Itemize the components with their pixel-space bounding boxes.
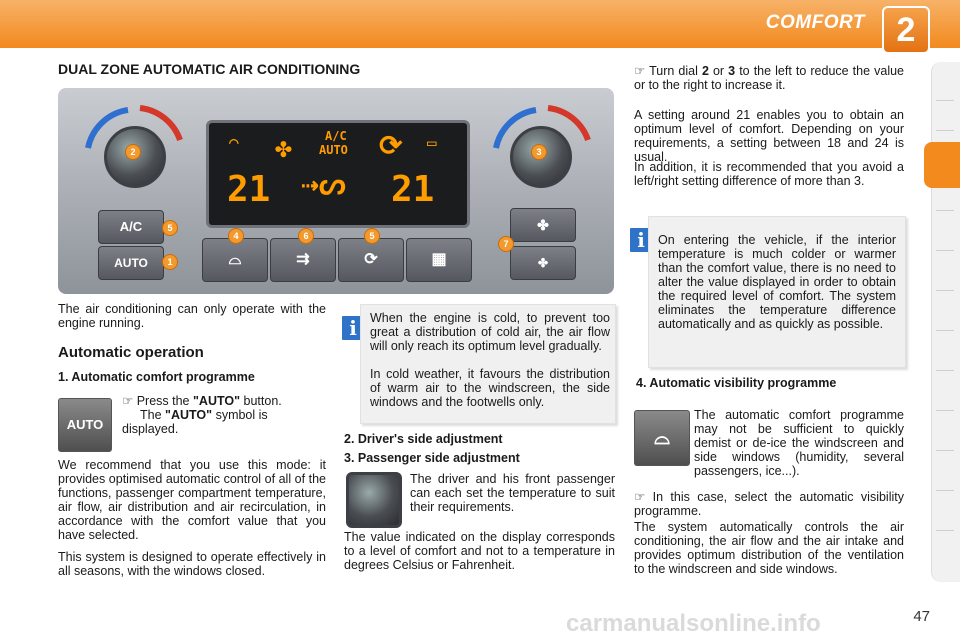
cold-engine-text: When the engine is cold, to prevent too great a distribution of cold air, the air flow will only reach its optimum level gradually.: [370, 311, 610, 353]
tab-divider: [936, 250, 954, 251]
air-distribution-button[interactable]: ⇉: [270, 238, 336, 282]
bullet-icon: ☞: [634, 489, 646, 504]
tab-divider: [936, 410, 954, 411]
tab-divider: [936, 100, 954, 101]
climate-control-panel: [58, 88, 614, 294]
display-temp-left: 21: [227, 169, 271, 210]
tab-divider: [936, 490, 954, 491]
demist-icon: ◠: [229, 133, 239, 152]
distribution-icon: ⇢ᔕ: [301, 167, 346, 202]
setting-text: A setting around 21 enables you to obtain an optimum level of comfort. Depending on your requirements, a setting between 18 and 24 is usual.: [634, 108, 904, 164]
tab-divider: [936, 330, 954, 331]
driver-adjust-heading: 2. Driver's side adjustment: [344, 432, 503, 446]
the-word: The: [140, 408, 162, 422]
lcd-display: [206, 120, 470, 228]
display-ac: A/C: [325, 129, 347, 143]
dial-three: 3: [728, 64, 736, 78]
info-icon: i: [628, 226, 654, 254]
automatic-operation-heading: Automatic operation: [58, 344, 204, 361]
fan-increase-button[interactable]: ✤: [510, 208, 576, 242]
dial-or: or: [712, 64, 725, 78]
driver-passenger-text: The driver and his front passenger can each set the temperature to suit their requirements.: [410, 472, 615, 514]
rear-demist-icon: ▭: [427, 133, 437, 152]
tab-active-comfort[interactable]: [924, 142, 960, 188]
rear-screen-button[interactable]: ▦: [406, 238, 472, 282]
visibility-heading: 4. Automatic visibility programme: [636, 376, 837, 390]
display-auto: AUTO: [319, 143, 348, 157]
marker-4: 4: [228, 228, 244, 244]
display-value-text: The value indicated on the display corresponds to a level of comfort and not to a temperature in degrees Celsius or Fahrenheit.: [344, 530, 615, 572]
fan-decrease-button[interactable]: ✤: [510, 246, 576, 280]
press-text: Press the: [136, 394, 190, 408]
marker-2: 2: [125, 144, 141, 160]
tab-divider: [936, 130, 954, 131]
auto-press-instruction: [122, 394, 326, 436]
info-icon: i: [340, 314, 366, 342]
bullet-icon: ☞: [634, 63, 646, 78]
tab-divider: [936, 450, 954, 451]
page-number: 47: [913, 608, 930, 625]
marker-5-ac: 5: [162, 220, 178, 236]
auto-comfort-heading: 1. Automatic comfort programme: [58, 370, 255, 384]
visibility-bullet: [634, 490, 904, 518]
visibility-button[interactable]: ⌓: [202, 238, 268, 282]
symbol-text: symbol is displayed.: [122, 408, 268, 436]
tab-divider: [936, 370, 954, 371]
turn-dial-suffix: to the left to reduce the value or to the right to increase it.: [634, 64, 905, 92]
turn-dial-prefix: Turn dial: [649, 64, 698, 78]
bullet-icon: ☞: [122, 393, 134, 408]
ac-button[interactable]: A/C: [98, 210, 164, 244]
tab-divider: [936, 530, 954, 531]
auto-button[interactable]: AUTO: [98, 246, 164, 280]
cold-engine-info-box: [360, 304, 616, 424]
system-controls-text: The system automatically controls the air conditioning, the air flow and the air intake and provides optimum distribution of the ventilation to the windscreen and side windows.: [634, 520, 904, 576]
chapter-badge: 2: [882, 6, 930, 54]
intro-text: The air conditioning can only operate with the engine running.: [58, 302, 326, 330]
chapter-tabs[interactable]: [931, 62, 960, 582]
fan-icon: ✤: [275, 131, 292, 164]
auto-quoted-2: "AUTO": [165, 408, 213, 422]
section-title: COMFORT: [765, 12, 865, 33]
dial-two: 2: [701, 64, 709, 78]
marker-7: 7: [498, 236, 514, 252]
tab-divider: [936, 290, 954, 291]
display-temp-right: 21: [391, 169, 435, 210]
addition-text: In addition, it is recommended that you avoid a left/right setting difference of more than 3.: [634, 160, 904, 188]
tab-divider: [936, 210, 954, 211]
visibility-text: The automatic comfort programme may not be sufficient to quickly demist or de-ice the windscreen and side windows (humidity, several passengers, ice...).: [694, 408, 904, 478]
auto-quoted: "AUTO": [193, 394, 241, 408]
watermark: carmanualsonline.info: [566, 610, 821, 637]
auto-button-icon: AUTO: [58, 398, 112, 452]
temperature-dial-icon: [346, 472, 402, 528]
passenger-adjust-heading: 3. Passenger side adjustment: [344, 451, 520, 465]
recirculation-icon: ⟳: [379, 129, 403, 162]
marker-5: 5: [364, 228, 380, 244]
recirculation-button[interactable]: ⟳: [338, 238, 404, 282]
entering-vehicle-info-box: [648, 216, 906, 368]
marker-1: 1: [162, 254, 178, 270]
page-title: DUAL ZONE AUTOMATIC AIR CONDITIONING: [58, 61, 361, 77]
cold-weather-text: In cold weather, it favours the distribution of warm air to the windscreen, the side windows and the footwells only.: [370, 367, 610, 409]
designed-text: This system is designed to operate effectively in all seasons, with the windows closed.: [58, 550, 326, 578]
button-word: button.: [243, 394, 282, 408]
recommend-text: We recommend that you use this mode: it provides optimised automatic control of all of the functions, passenger compartment temperature, air flow, air distribution and air recirculation, in accordance with the comfort value that you have selected.: [58, 458, 326, 542]
marker-6: 6: [298, 228, 314, 244]
visibility-bullet-text: In this case, select the automatic visibility programme.: [634, 490, 904, 518]
visibility-button-icon: ⌓: [634, 410, 690, 466]
entering-vehicle-text: On entering the vehicle, if the interior temperature is much colder or warmer than the comfort value, there is no need to alter the value displayed in order to obtain the required level of comfort. The system eliminates the temperature difference automatically and as quickly as possible.: [658, 233, 896, 331]
marker-3: 3: [531, 144, 547, 160]
turn-dial-instruction: [634, 64, 904, 92]
